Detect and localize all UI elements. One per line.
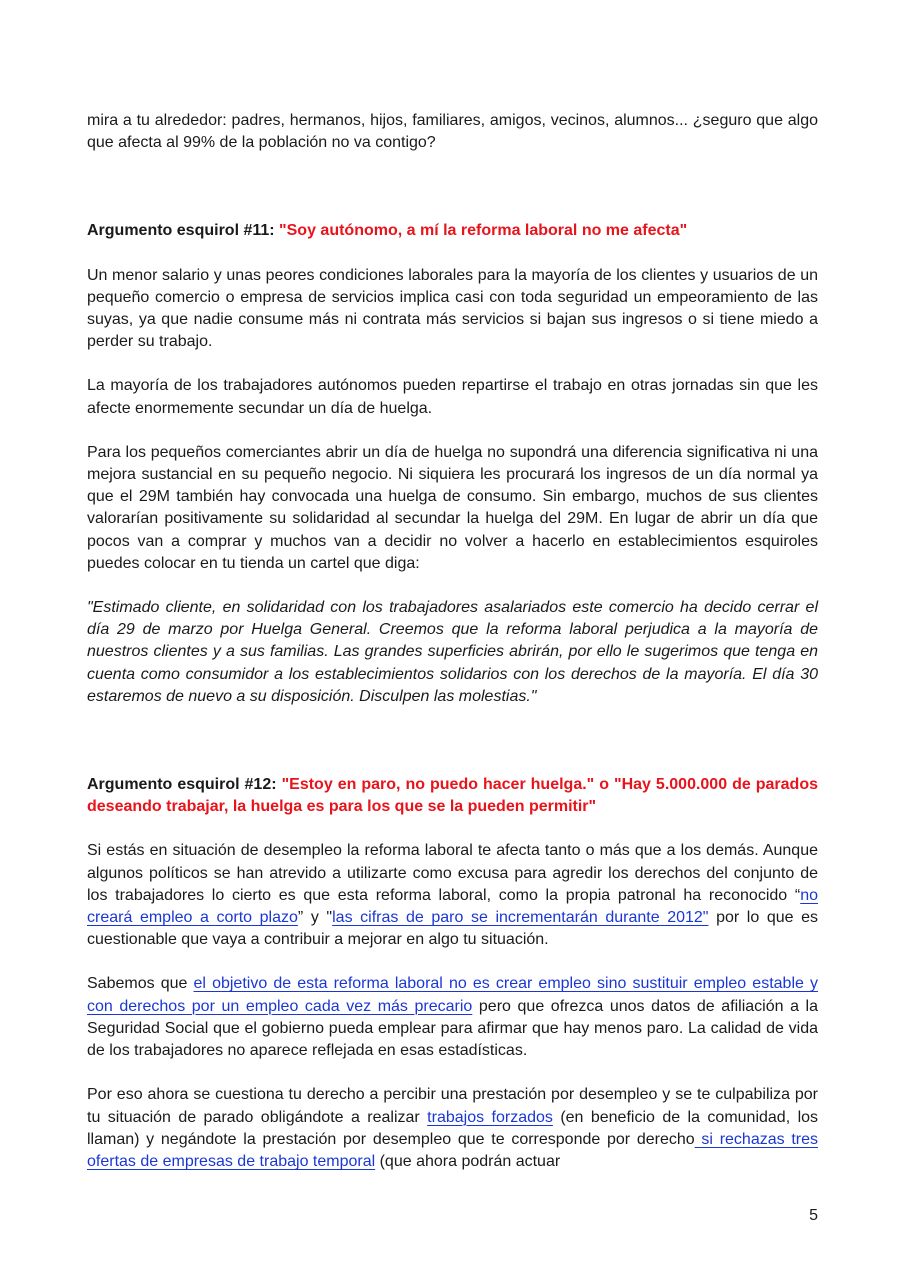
- argument-12-label: Argumento esquirol #12:: [87, 776, 277, 794]
- text-span: (en beneficio de la comunidad, los llaman) y negándote la prestación por desempleo que te corresponde por derecho: [87, 1108, 819, 1148]
- link-no-creara-empleo[interactable]: no creará empleo a corto plazo: [87, 886, 818, 927]
- link-objetivo-reforma[interactable]: el objetivo de esta reforma laboral no es crear empleo sino sustituir empleo estable y con derechos por un empleo cada vez más precario: [87, 975, 819, 1015]
- page-number: 5: [809, 1207, 818, 1224]
- argument-12-paragraph-2: [87, 973, 818, 1062]
- argument-12-heading: [87, 774, 818, 818]
- link-cifras-paro[interactable]: las cifras de paro se incrementarán durante 2012": [332, 909, 709, 927]
- text-span: ” y ": [297, 909, 333, 927]
- text-span: Por eso ahora se cuestiona tu derecho a percibir una prestación por desempleo y se te culpabiliza por tu situación de parado obligándote a realizar: [87, 1086, 818, 1126]
- text-span: pero que ofrezca unos datos de afiliación a la Seguridad Social que el gobierno pueda emplear para afirmar que hay menos paro. La calidad de vida de los trabajadores no aparece reflejada en esas estadísticas.: [87, 997, 819, 1060]
- text-span: (que ahora podrán actuar: [375, 1152, 561, 1170]
- argument-11-paragraph-3: Para los pequeños comerciantes abrir un día de huelga no supondrá una diferencia significativa ni una mejora sustancial en su pequeño negocio. Ni siquiera les procurará los ingresos de un día normal ya que el 29M también hay convocada una huelga de consumo. Sin embargo, muchos de sus clientes valorarían positivamente su solidaridad al secundar la huelga del 29M. En lugar de abrir un día que pocos van a comprar y muchos van a decidir no volver a hacerlo en establecimientos esquiroles puedes colocar en tu tienda un cartel que diga:: [87, 443, 818, 572]
- argument-12-paragraph-3: [87, 1084, 818, 1173]
- link-trabajos-forzados[interactable]: trabajos forzados: [427, 1108, 553, 1126]
- argument-11-heading: [87, 220, 818, 242]
- argument-12-paragraph-1: [87, 840, 818, 951]
- argument-11-paragraph-1: Un menor salario y unas peores condiciones laborales para la mayoría de los clientes y usuarios de un pequeño comercio o empresa de servicios implica casi con toda seguridad un empeoramiento de las suyas, ya que nadie consume más ni contrata más servicios si bajan sus ingresos o si tiene miedo a perder su trabajo.: [87, 266, 818, 351]
- argument-12-quote: "Estoy en paro, no puedo hacer huelga." o "Hay 5.000.000 de parados deseando trabajar, la huelga es para los que se la pueden permitir": [87, 776, 818, 816]
- argument-11-label: Argumento esquirol #11:: [87, 222, 275, 240]
- page-content: [87, 110, 818, 1173]
- text-span: por lo que es cuestionable que vaya a contribuir a mejorar en algo tu situación.: [87, 909, 819, 949]
- text-span: Sabemos que: [87, 975, 194, 993]
- text-span: Si estás en situación de desempleo la reforma laboral te afecta tanto o más que a los demás. Aunque algunos políticos se han atrevido a utilizarte como excusa para agredir los derechos del conjunto de los trabajadores lo cierto es que esta reforma laboral, como la propia patronal ha reconocido “: [87, 842, 818, 904]
- intro-paragraph: mira a tu alrededor: padres, hermanos, hijos, familiares, amigos, vecinos, alumnos... ¿seguro que algo que afecta al 99% de la población no va contigo?: [87, 112, 818, 152]
- argument-11-paragraph-2: La mayoría de los trabajadores autónomos pueden repartirse el trabajo en otras jornadas sin que les afecte enormemente secundar un día de huelga.: [87, 377, 818, 417]
- shop-sign-quote: "Estimado cliente, en solidaridad con los trabajadores asalariados este comercio ha decido cerrar el día 29 de marzo por Huelga General. Creemos que la reforma laboral perjudica a la mayoría de nuestros clientes y a sus familias. Las grandes superficies abrirán, por ello le sugerimos que tenga en cuenta como consumidor a los establecimientos solidarios con los derechos de la mayoría. El día 30 estaremos de nuevo a su disposición. Disculpen las molestias.": [87, 599, 818, 705]
- link-tres-ofertas[interactable]: si rechazas tres ofertas de empresas de trabajo temporal: [87, 1130, 819, 1170]
- argument-11-quote: "Soy autónomo, a mí la reforma laboral no me afecta": [279, 222, 688, 240]
